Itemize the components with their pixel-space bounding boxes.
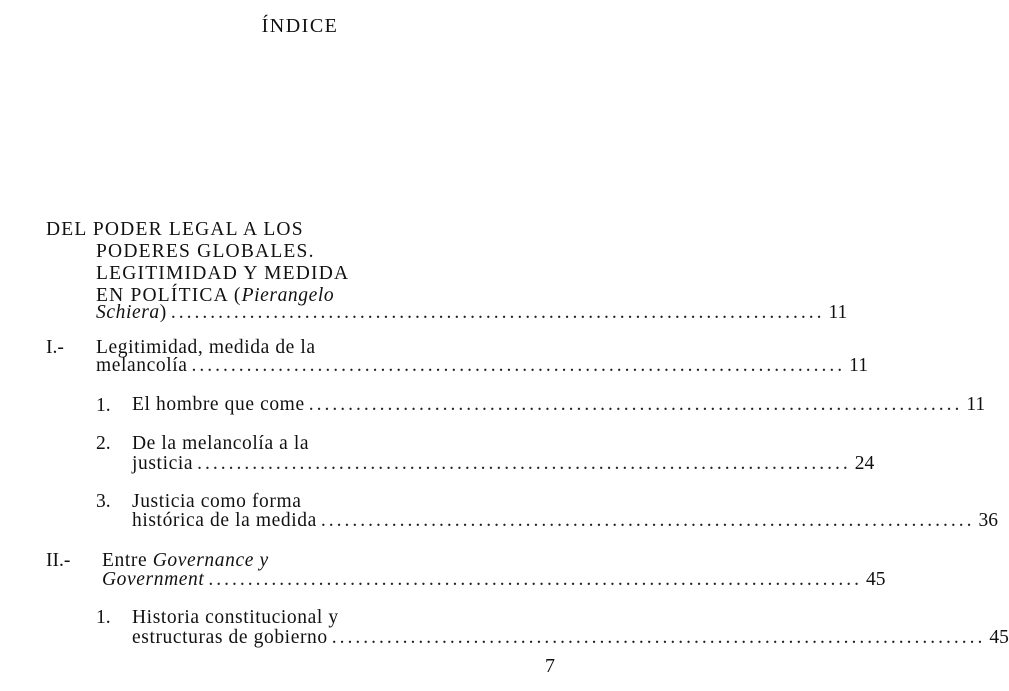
leader-dots: ................................................................................... — [308, 394, 963, 415]
section-1-3-line-1: Justicia como forma — [132, 491, 302, 512]
leader-dots: ................................................................................... — [208, 569, 863, 590]
page-ref: 45 — [866, 569, 886, 590]
chapter-number: II.- — [46, 550, 71, 571]
intro-author: Pierangelo — [241, 285, 335, 306]
section-1-2-line-1: De la melancolía a la — [132, 433, 310, 454]
intro-line-1: DEL PODER LEGAL A LOS — [46, 219, 304, 240]
leader-dots: ................................................................................... — [320, 510, 975, 531]
page-ref: 11 — [966, 394, 986, 415]
chapter-2-italic-2: Government — [102, 569, 205, 590]
page-number: 7 — [545, 655, 555, 677]
leader-dots: ................................................................................... — [197, 453, 851, 474]
intro-author-2: Schiera — [96, 302, 160, 323]
toc-row-section-1-2 — [132, 453, 875, 475]
leader-dots: ................................................................................... — [191, 355, 846, 376]
section-2-1-line-1: Historia constitucional y — [132, 607, 339, 628]
section-2-1-line-2: estructuras de gobierno — [132, 627, 328, 648]
chapter-1-line-2: melancolía — [96, 355, 188, 376]
section-1-1-title: El hombre que come — [132, 394, 305, 415]
chapter-2-italic-1: Governance y — [152, 550, 269, 571]
section-number: 1. — [96, 395, 111, 416]
toc-row-section-1-1 — [132, 394, 986, 416]
chapter-1-line-1: Legitimidad, medida de la — [96, 337, 316, 358]
chapter-2-line-2 — [102, 569, 204, 591]
section-1-2-line-2: justicia — [132, 453, 194, 474]
intro-line-3: LEGITIMIDAD Y MEDIDA — [96, 263, 350, 284]
intro-line-2: PODERES GLOBALES. — [96, 241, 315, 262]
toc-row-chapter-2 — [102, 569, 886, 591]
intro-close: ) — [159, 302, 167, 323]
section-1-3-line-2: histórica de la medida — [132, 510, 317, 531]
toc-row-section-1-3 — [132, 510, 998, 532]
page-ref: 36 — [978, 510, 998, 531]
section-number: 3. — [96, 491, 111, 512]
page-title: ÍNDICE — [261, 15, 339, 37]
leader-dots: ................................................................................... — [170, 302, 825, 323]
chapter-2-prefix: Entre — [102, 550, 153, 571]
page-ref: 11 — [849, 355, 868, 376]
section-number: 1. — [96, 607, 111, 628]
toc-row-chapter-1 — [96, 355, 868, 377]
page-ref: 24 — [854, 453, 875, 474]
page-ref: 45 — [989, 627, 1009, 648]
toc-row-intro — [96, 302, 848, 324]
chapter-number: I.- — [46, 337, 64, 358]
leader-dots: ................................................................................... — [331, 627, 986, 648]
intro-author-line — [96, 302, 167, 324]
section-number: 2. — [96, 433, 111, 454]
page-ref: 11 — [828, 302, 848, 323]
toc-row-section-2-1 — [132, 627, 1009, 649]
intro-line-4-text: EN POLÍTICA ( — [96, 285, 242, 306]
